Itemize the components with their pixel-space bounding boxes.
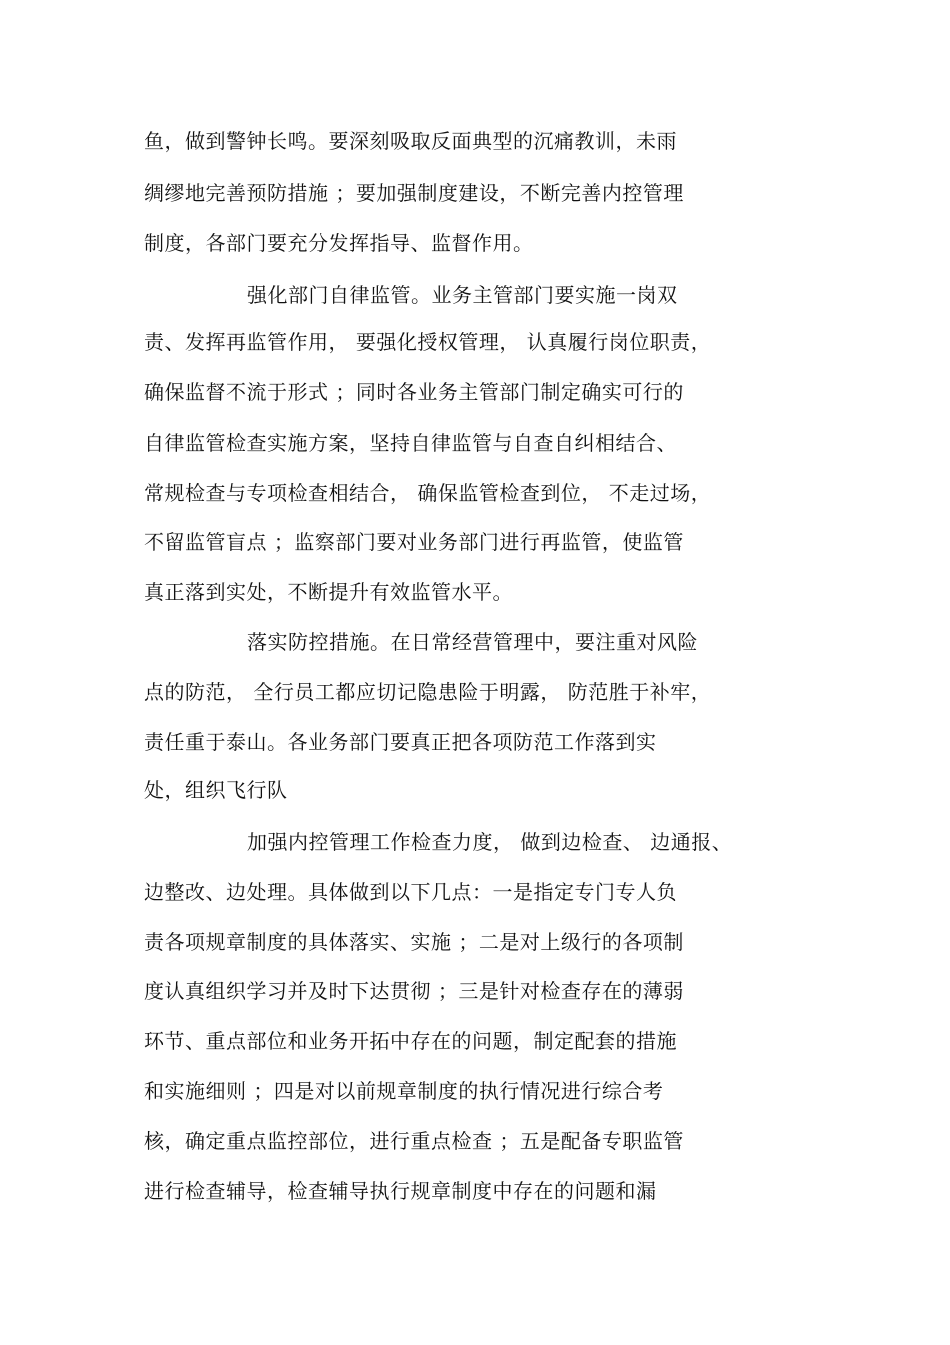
- text-line: 边整改、边处理。具体做到以下几点：一是指定专门专人负: [144, 880, 677, 904]
- text-line: 不留监管盲点 ；监察部门要对业务部门进行再监管，使监管: [144, 530, 684, 554]
- text-line: 鱼，做到警钟长鸣。要深刻吸取反面典型的沉痛教训，未雨: [144, 129, 677, 153]
- text-line: 责任重于泰山。各业务部门要真正把各项防范工作落到实: [144, 730, 657, 754]
- text-line: 处，组织飞行队: [144, 778, 288, 802]
- text-line: 制度，各部门要充分发挥指导、监督作用。: [144, 231, 534, 255]
- text-line: 确保监督不流于形式 ；同时各业务主管部门制定确实可行的: [144, 380, 684, 404]
- text-line: 绸缪地完善预防措施 ；要加强制度建设，不断完善内控管理: [144, 181, 684, 205]
- text-line: 自律监管检查实施方案，坚持自律监管与自查自纠相结合、: [144, 431, 677, 455]
- text-line: 责、发挥再监管作用， 要强化授权管理， 认真履行岗位职责，: [144, 330, 712, 354]
- paragraph-start-line: 加强内控管理工作检查力度， 做到边检查、 边通报、: [247, 830, 733, 854]
- text-line: 责各项规章制度的具体落实、实施 ；二是对上级行的各项制: [144, 930, 684, 954]
- paragraph-start-line: 落实防控措施。在日常经营管理中，要注重对风险: [247, 630, 698, 654]
- text-line: 环节、重点部位和业务开拓中存在的问题，制定配套的措施: [144, 1029, 677, 1053]
- text-line: 点的防范， 全行员工都应切记隐患险于明露， 防范胜于补牢，: [144, 680, 712, 704]
- text-line: 常规检查与专项检查相结合， 确保监管检查到位， 不走过场，: [144, 481, 712, 505]
- text-line: 度认真组织学习并及时下达贯彻 ；三是针对检查存在的薄弱: [144, 979, 684, 1003]
- text-line: 和实施细则 ；四是对以前规章制度的执行情况进行综合考: [144, 1079, 664, 1103]
- text-line: 真正落到实处，不断提升有效监管水平。: [144, 580, 513, 604]
- text-line: 核，确定重点监控部位，进行重点检查 ；五是配备专职监管: [144, 1129, 684, 1153]
- paragraph-start-line: 强化部门自律监管。业务主管部门要实施一岗双: [247, 283, 678, 307]
- text-line: 进行检查辅导，检查辅导执行规章制度中存在的问题和漏: [144, 1179, 657, 1203]
